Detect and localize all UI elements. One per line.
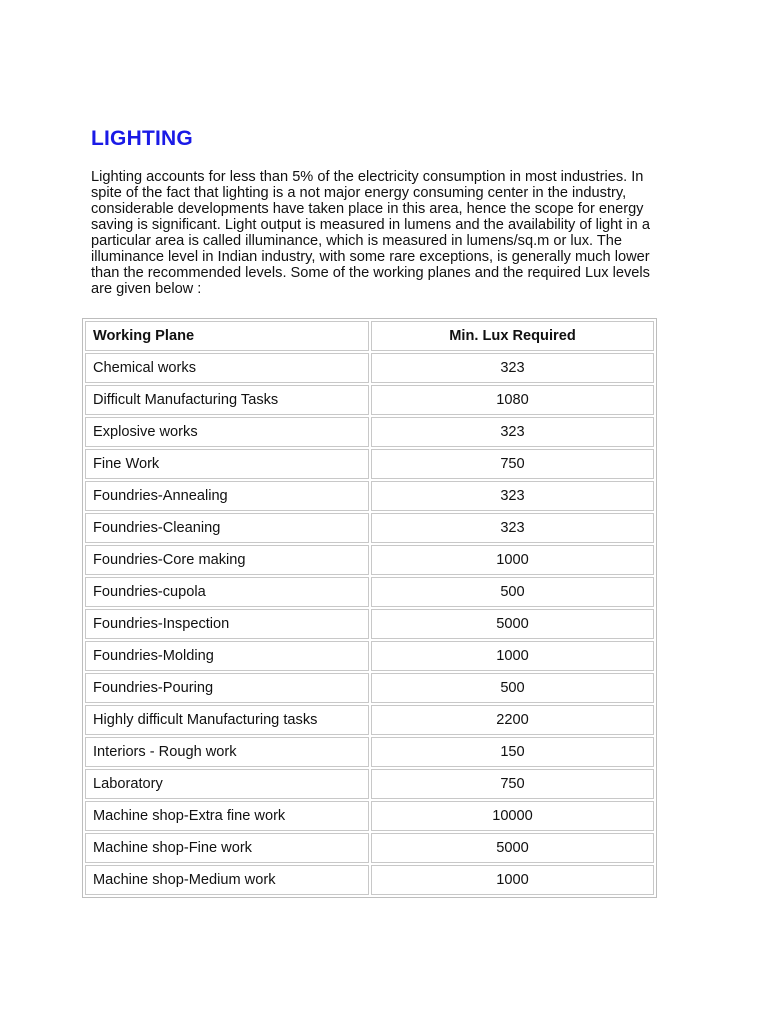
intro-line: considerable developments have taken place in this area, hence the scope for energy <box>91 201 644 217</box>
table-row <box>85 609 654 639</box>
table-row <box>85 705 654 735</box>
section-title: LIGHTING <box>91 127 193 150</box>
min-lux-cell: 5000 <box>371 609 654 639</box>
table-row <box>85 481 654 511</box>
working-plane-cell: Interiors - Rough work <box>85 737 369 767</box>
intro-line: are given below : <box>91 281 202 297</box>
intro-line: illuminance level in Indian industry, with some rare exceptions, is generally much lower <box>91 249 650 265</box>
working-plane-cell: Highly difficult Manufacturing tasks <box>85 705 369 735</box>
working-plane-cell: Foundries-cupola <box>85 577 369 607</box>
min-lux-cell: 500 <box>371 577 654 607</box>
table-row <box>85 417 654 447</box>
table-row <box>85 545 654 575</box>
header-min-lux: Min. Lux Required <box>371 321 654 351</box>
intro-line: saving is significant. Light output is measured in lumens and the availability of light in a <box>91 217 650 233</box>
min-lux-cell: 1000 <box>371 865 654 895</box>
working-plane-cell: Fine Work <box>85 449 369 479</box>
intro-line: than the recommended levels. Some of the working planes and the required Lux levels <box>91 265 650 281</box>
table-row <box>85 865 654 895</box>
min-lux-cell: 1000 <box>371 545 654 575</box>
table-row <box>85 769 654 799</box>
table-row <box>85 833 654 863</box>
table-row <box>85 353 654 383</box>
working-plane-cell: Machine shop-Extra fine work <box>85 801 369 831</box>
min-lux-cell: 323 <box>371 353 654 383</box>
working-plane-cell: Foundries-Molding <box>85 641 369 671</box>
min-lux-cell: 1000 <box>371 641 654 671</box>
working-plane-cell: Foundries-Inspection <box>85 609 369 639</box>
min-lux-cell: 323 <box>371 513 654 543</box>
min-lux-cell: 150 <box>371 737 654 767</box>
table-row <box>85 385 654 415</box>
intro-line: spite of the fact that lighting is a not major energy consuming center in the industry, <box>91 185 627 201</box>
table-body <box>85 353 654 895</box>
intro-line: Lighting accounts for less than 5% of the electricity consumption in most industries. In <box>91 169 644 185</box>
intro-line: particular area is called illuminance, which is measured in lumens/sq.m or lux. The <box>91 233 623 249</box>
working-plane-cell: Explosive works <box>85 417 369 447</box>
min-lux-cell: 10000 <box>371 801 654 831</box>
working-plane-cell: Chemical works <box>85 353 369 383</box>
table-row <box>85 737 654 767</box>
min-lux-cell: 750 <box>371 449 654 479</box>
min-lux-cell: 500 <box>371 673 654 703</box>
working-plane-cell: Machine shop-Medium work <box>85 865 369 895</box>
working-plane-cell: Machine shop-Fine work <box>85 833 369 863</box>
table-row <box>85 513 654 543</box>
table-row <box>85 801 654 831</box>
working-plane-cell: Foundries-Cleaning <box>85 513 369 543</box>
table-row <box>85 641 654 671</box>
min-lux-cell: 2200 <box>371 705 654 735</box>
table-header-row <box>85 321 654 351</box>
working-plane-cell: Foundries-Core making <box>85 545 369 575</box>
min-lux-cell: 323 <box>371 417 654 447</box>
min-lux-cell: 5000 <box>371 833 654 863</box>
min-lux-cell: 750 <box>371 769 654 799</box>
intro-paragraph <box>91 169 681 297</box>
table-row <box>85 449 654 479</box>
working-plane-cell: Difficult Manufacturing Tasks <box>85 385 369 415</box>
working-plane-cell: Foundries-Annealing <box>85 481 369 511</box>
table-row <box>85 673 654 703</box>
header-working-plane: Working Plane <box>85 321 369 351</box>
min-lux-cell: 323 <box>371 481 654 511</box>
table-row <box>85 577 654 607</box>
lux-requirements-table <box>82 318 657 898</box>
working-plane-cell: Foundries-Pouring <box>85 673 369 703</box>
min-lux-cell: 1080 <box>371 385 654 415</box>
working-plane-cell: Laboratory <box>85 769 369 799</box>
